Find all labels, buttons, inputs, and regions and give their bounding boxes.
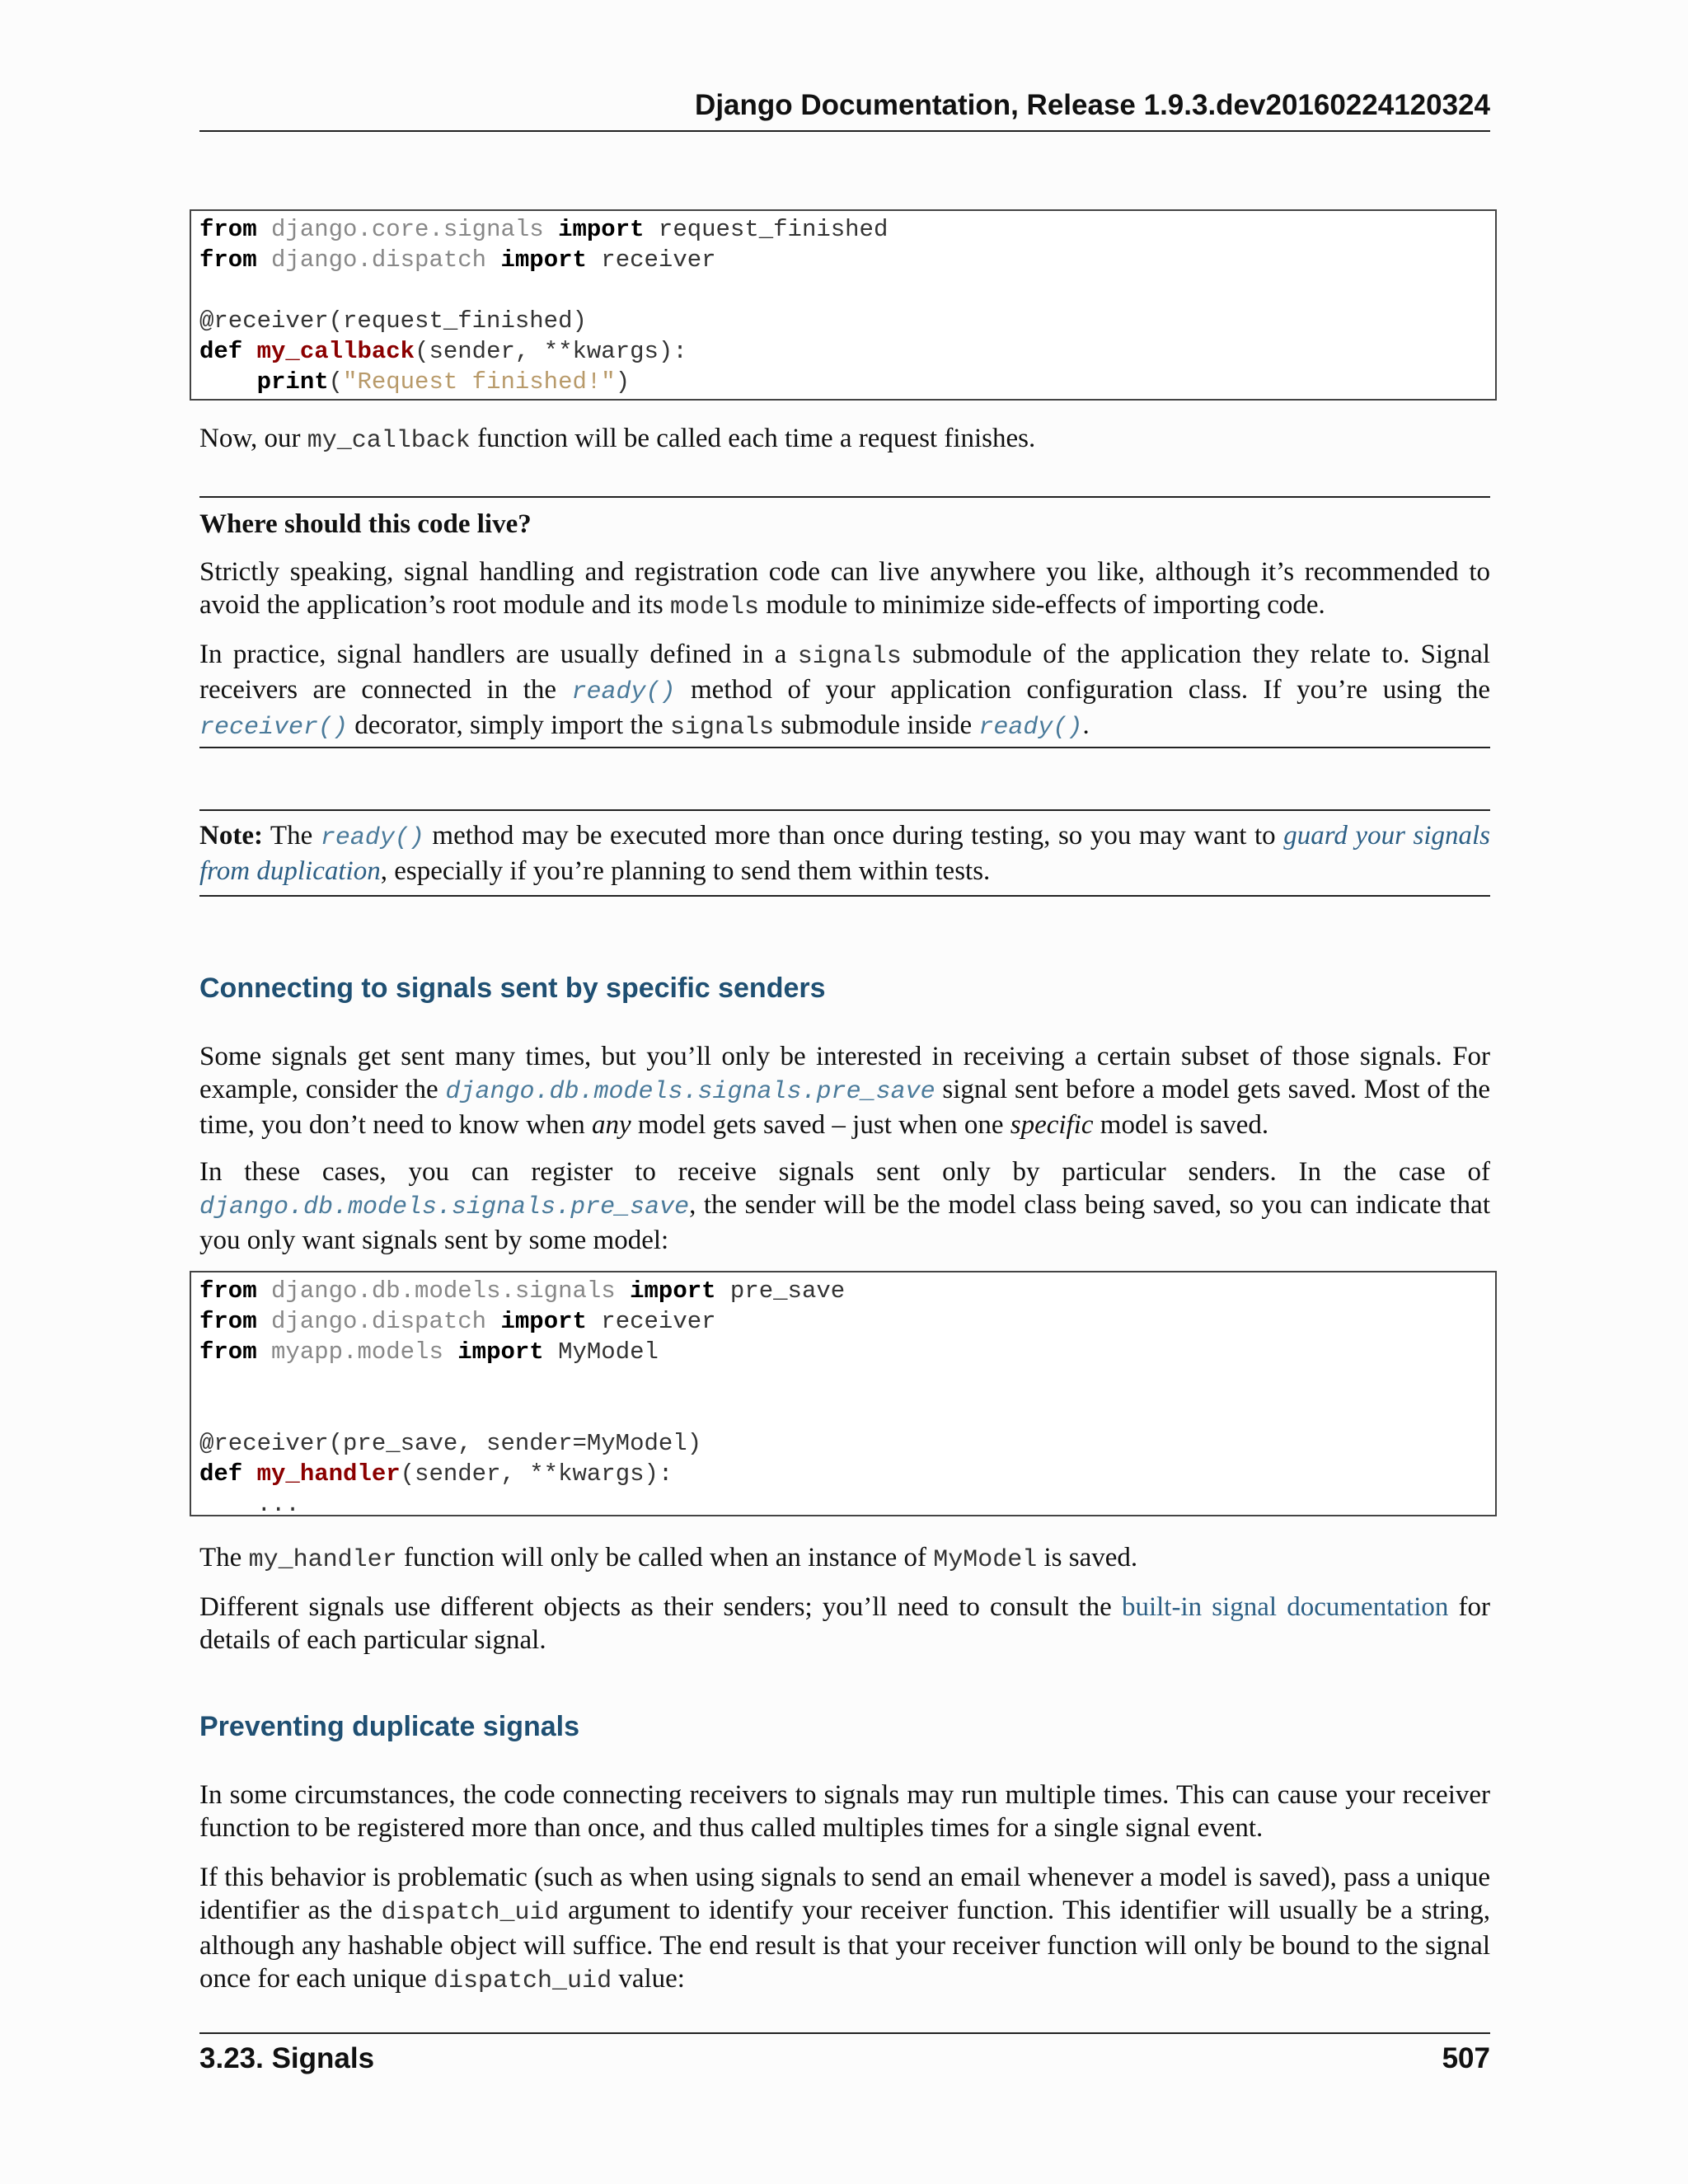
text: for details of each particular signal. bbox=[199, 1592, 1490, 1655]
code-module: django.dispatch bbox=[256, 1308, 501, 1335]
text: If this behavior is problematic (such as when using signals to send an email whenever a model is saved), pass a unique identifier as the bbox=[199, 1863, 1490, 1925]
receiver-decorator-link[interactable]: receiver() bbox=[199, 714, 349, 742]
paragraph-specific-senders-2 bbox=[199, 1155, 1490, 1257]
text: signal sent before a model gets saved. Most of the time, you don’t need to know when bbox=[199, 1075, 1490, 1140]
code-keyword: import bbox=[500, 246, 587, 274]
footer-page-number: 507 bbox=[1442, 2042, 1490, 2074]
inline-code: models bbox=[669, 593, 760, 621]
code-keyword: import bbox=[457, 1338, 544, 1366]
text: In practice, signal handlers are usually defined in a bbox=[199, 640, 798, 669]
code-name: MyModel bbox=[543, 1338, 659, 1366]
text: method of your application configuration class. If you’re using the bbox=[675, 675, 1490, 705]
code-paren: ) bbox=[615, 368, 631, 396]
footer-section: 3.23. Signals bbox=[199, 2042, 375, 2074]
code-block-pre-save bbox=[190, 1271, 1497, 1516]
text: submodule of the application they relate to. Signal receivers are connected in the bbox=[199, 640, 1490, 705]
code-name: receiver bbox=[586, 1308, 716, 1335]
text: function will only be called when an instance of bbox=[396, 1543, 934, 1572]
text: function will be called each time a request finishes. bbox=[470, 424, 1036, 453]
text: , the sender will be the model class being saved, so you can indicate that you only want signals sent by some model: bbox=[199, 1190, 1490, 1255]
section-heading-duplicate-signals: Preventing duplicate signals bbox=[199, 1711, 580, 1742]
text: Different signals use different objects as their senders; you’ll need to consult the bbox=[199, 1592, 1122, 1622]
text: The bbox=[199, 1543, 249, 1572]
code-keyword: from bbox=[199, 216, 257, 243]
text: In these cases, you can register to receive signals sent only by particular senders. In the case of bbox=[199, 1157, 1490, 1187]
topic-box-bottom-rule bbox=[199, 747, 1490, 748]
text: . bbox=[1082, 710, 1090, 740]
code-keyword: from bbox=[199, 1277, 257, 1305]
text: module to minimize side-effects of importing code. bbox=[759, 590, 1325, 620]
code-module: django.dispatch bbox=[256, 246, 501, 274]
text: Now, our bbox=[199, 424, 307, 453]
text: model is saved. bbox=[1093, 1110, 1269, 1140]
code-function-name: my_handler bbox=[256, 1460, 401, 1488]
page-footer bbox=[199, 2032, 1490, 2075]
code-keyword: import bbox=[630, 1277, 716, 1305]
code-keyword: from bbox=[199, 246, 257, 274]
code-keyword: print bbox=[256, 368, 329, 396]
code-ellipsis: ... bbox=[199, 1491, 300, 1518]
paragraph-my-handler bbox=[199, 1541, 1490, 1577]
inline-code: dispatch_uid bbox=[434, 1967, 612, 1995]
code-decorator: @receiver(pre_save, sender=MyModel) bbox=[199, 1430, 702, 1457]
text: is saved. bbox=[1037, 1543, 1138, 1572]
paragraph-callback bbox=[199, 422, 1490, 457]
code-args: (sender, **kwargs): bbox=[415, 338, 687, 365]
text: method may be executed more than once during testing, so you may want to bbox=[424, 821, 1284, 851]
code-name: request_finished bbox=[644, 216, 889, 243]
topic-title-text: Where should this code live? bbox=[199, 509, 532, 539]
page-header: Django Documentation, Release 1.9.3.dev20160224120324 bbox=[199, 89, 1490, 132]
paragraph-duplicate-2 bbox=[199, 1861, 1490, 1998]
code-block-request-finished bbox=[190, 209, 1497, 401]
text: argument to identify your receiver function. This identifier will usually be a string, although any hashable object will suffice. The end result is that your receiver function will only be bound to the signal once for each unique bbox=[199, 1896, 1490, 1994]
text: decorator, simply import the bbox=[348, 710, 670, 740]
note-top-rule bbox=[199, 809, 1490, 811]
note-label: Note: bbox=[199, 821, 263, 851]
paragraph-specific-senders-1 bbox=[199, 1040, 1490, 1141]
code-args: (sender, **kwargs): bbox=[400, 1460, 673, 1488]
code-name: receiver bbox=[586, 246, 716, 274]
inline-code: signals bbox=[669, 714, 774, 742]
code-paren: ( bbox=[328, 368, 344, 396]
pre-save-signal-link[interactable]: django.db.models.signals.pre_save bbox=[199, 1193, 690, 1221]
inline-code: dispatch_uid bbox=[381, 1899, 560, 1927]
code-name: pre_save bbox=[715, 1277, 846, 1305]
pre-save-signal-link[interactable]: django.db.models.signals.pre_save bbox=[445, 1078, 935, 1106]
code-string: "Request finished!" bbox=[343, 368, 616, 396]
text: submodule inside bbox=[774, 710, 979, 740]
section-heading-specific-senders: Connecting to signals sent by specific senders bbox=[199, 972, 826, 1004]
code-keyword: import bbox=[558, 216, 645, 243]
text: value: bbox=[612, 1964, 685, 1994]
guard-signals-link[interactable]: guard your signals from duplication bbox=[199, 821, 1490, 886]
text: model gets saved – just when one bbox=[631, 1110, 1010, 1140]
ready-method-link[interactable]: ready() bbox=[978, 714, 1083, 742]
emphasis: specific bbox=[1010, 1110, 1094, 1140]
text: Some signals get sent many times, but you’ll only be interested in receiving a certain subset of those signals. For example, consider the bbox=[199, 1042, 1490, 1104]
ready-method-link[interactable]: ready() bbox=[571, 678, 676, 706]
code-keyword: import bbox=[500, 1308, 587, 1335]
code-keyword: from bbox=[199, 1308, 257, 1335]
code-module: django.core.signals bbox=[256, 216, 559, 243]
text: , especially if you’re planning to send them within tests. bbox=[380, 856, 991, 886]
inline-code: MyModel bbox=[933, 1546, 1038, 1574]
note-paragraph bbox=[199, 819, 1490, 888]
code-keyword: from bbox=[199, 1338, 257, 1366]
text: The bbox=[262, 821, 321, 851]
builtin-signal-docs-link[interactable]: built-in signal documentation bbox=[1121, 1592, 1449, 1622]
topic-box-top-rule bbox=[199, 496, 1490, 498]
code-function-name: my_callback bbox=[256, 338, 415, 365]
code-module: myapp.models bbox=[256, 1338, 458, 1366]
code-decorator: @receiver(request_finished) bbox=[199, 307, 587, 335]
paragraph-senders bbox=[199, 1591, 1490, 1657]
emphasis: any bbox=[592, 1110, 631, 1140]
ready-method-link[interactable]: ready() bbox=[320, 824, 424, 852]
code-keyword: def bbox=[199, 338, 243, 365]
topic-box-paragraph-1 bbox=[199, 555, 1490, 624]
paragraph-duplicate-1: In some circumstances, the code connecting receivers to signals may run multiple times. This can cause your receiver function to be registered more than once, and thus called multiples times for a single signal event. bbox=[199, 1780, 1490, 1843]
text: Strictly speaking, signal handling and registration code can live anywhere you like, although it’s recommended to avoid the application’s root module and its bbox=[199, 557, 1490, 620]
inline-code: signals bbox=[797, 643, 902, 671]
inline-code: my_callback bbox=[307, 427, 471, 455]
topic-box-title bbox=[199, 508, 1490, 541]
topic-box-paragraph-2 bbox=[199, 638, 1490, 744]
code-module: django.db.models.signals bbox=[256, 1277, 631, 1305]
note-bottom-rule bbox=[199, 895, 1490, 897]
inline-code: my_handler bbox=[248, 1546, 397, 1574]
code-keyword: def bbox=[199, 1460, 243, 1488]
